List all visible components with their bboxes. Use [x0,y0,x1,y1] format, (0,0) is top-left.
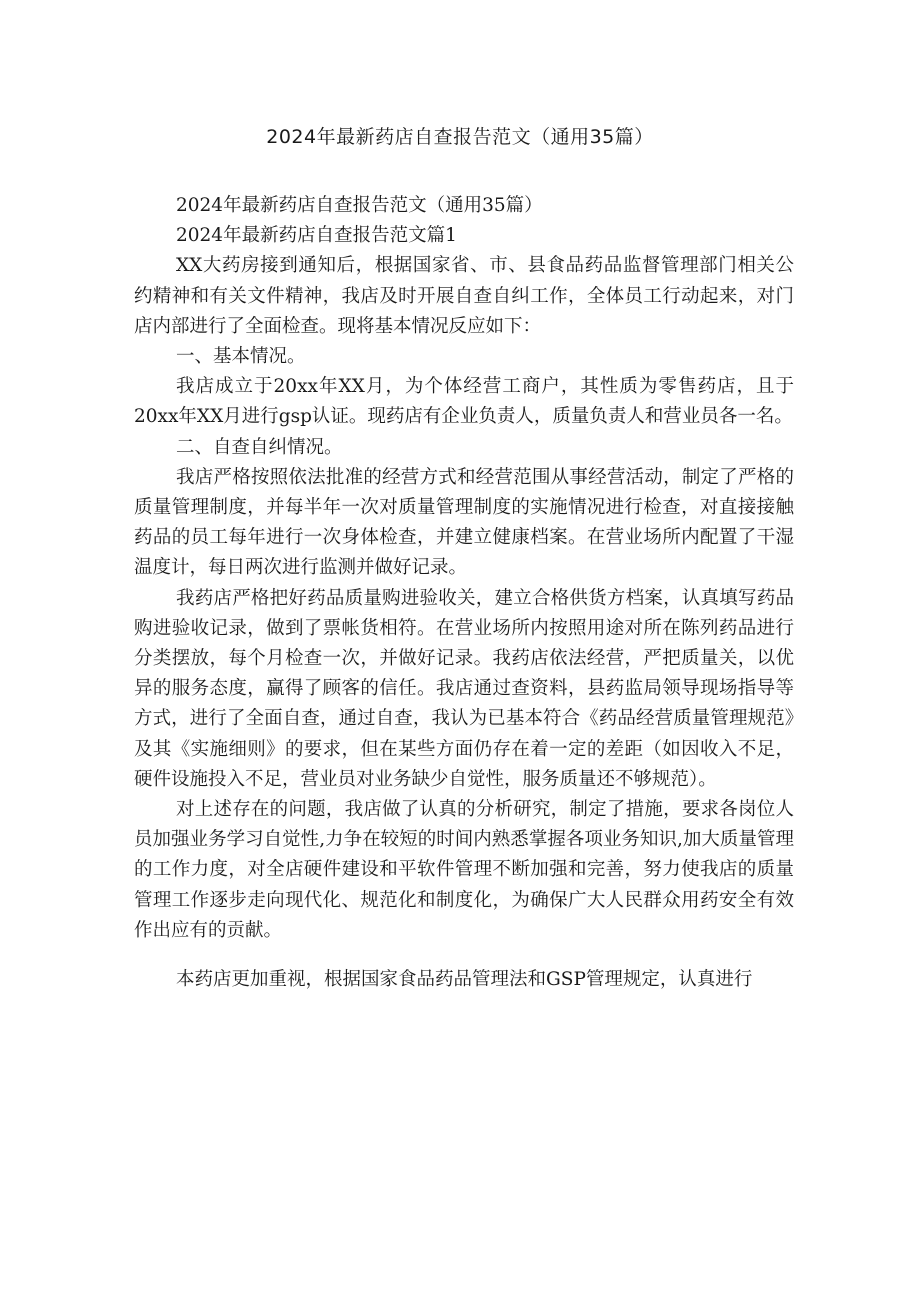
document-body [134,191,794,995]
paragraph-subtitle: 2024年最新药店自查报告范文（通用35篇） [176,195,543,216]
paragraph-intro: XX大药房接到通知后，根据国家省、市、县食品药品监督管理部门相关公约精神和有关文件精神，我店及时开展自查自纠工作，全体员工行动起来，对门店内部进行了全面检查。现将基本情况反应如下： [134,255,794,337]
paragraph-heading-basic: 一、基本情况。 [176,346,306,368]
paragraph-measures: 对上述存在的问题，我店做了认真的分析研究，制定了措施，要求各岗位人员加强业务学习自觉性,力争在较短的时间内熟悉掌握各项业务知识,加大质量管理的工作力度，对全店硬件建设和平软件管理不断加强和完善，努力使我店的质量管理工作逐步走向现代化、规范化和制度化，为确保广大人民群众用药安全有效作出应有的贡献。 [134,799,794,941]
paragraph-continued: 本药店更加重视，根据国家食品药品管理法和GSP管理规定，认真进行 [176,969,753,991]
paragraph-section-heading: 2024年最新药店自查报告范文篇1 [176,225,457,247]
paragraph-selfcheck-2: 我药店严格把好药品质量购进验收关，建立合格供货方档案，认真填写药品购进验收记录，做到了票帐货相符。在营业场所内按照用途对所在陈列药品进行分类摆放，每个月检查一次，并做好记录。我药店依法经营，严把质量关，以优异的服务态度，赢得了顾客的信任。我店通过查资料，县药监局领导现场指导等方式，进行了全面自查，通过自查，我认为已基本符合《药品经营质量管理规范》及其《实施细则》的要求，但在某些方面仍存在着一定的差距（如因收入不足，硬件设施投入不足，营业员对业务缺少自觉性，服务质量还不够规范）。 [134,587,794,790]
paragraph-selfcheck-1: 我店严格按照依法批准的经营方式和经营范围从事经营活动，制定了严格的质量管理制度，并每半年一次对质量管理制度的实施情况进行检查，对直接接触药品的员工每年进行一次身体检查，并建立健康档案。在营业场所内配置了干湿温度计，每日两次进行监测并做好记录。 [134,466,794,579]
paragraph-heading-selfcheck: 二、自查自纠情况。 [176,436,343,458]
paragraph-basic-info: 我店成立于20xx年XX月，为个体经营工商户，其性质为零售药店，且于20xx年XX月进行gsp认证。现药店有企业负责人，质量负责人和营业员各一名。 [134,376,794,428]
document-title: 2024年最新药店自查报告范文（通用35篇） [266,126,654,148]
